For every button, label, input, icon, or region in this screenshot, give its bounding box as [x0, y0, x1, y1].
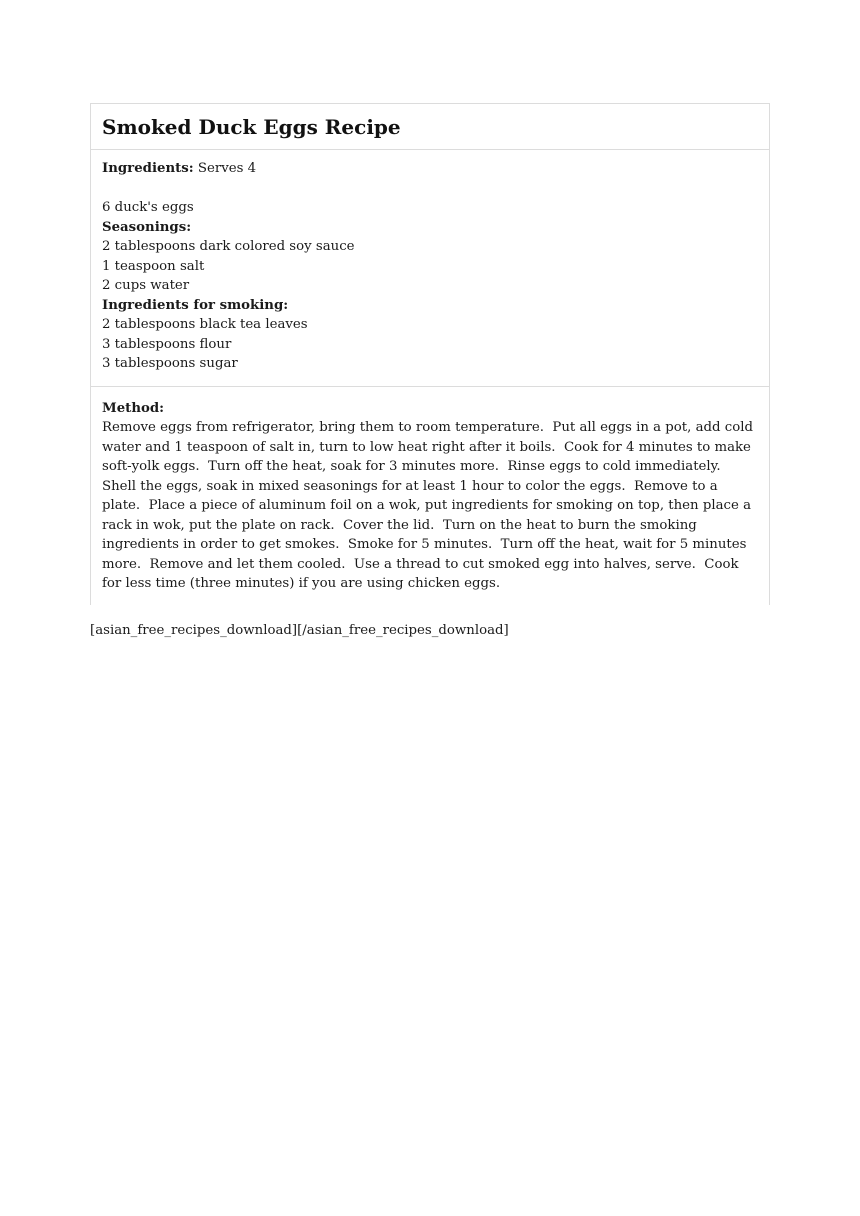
main-ingredient: 6 duck's eggs — [102, 200, 194, 215]
seasonings-heading: Seasonings: — [102, 219, 192, 235]
seasoning-item: 2 tablespoons dark colored soy sauce — [102, 239, 355, 254]
recipe-title: Smoked Duck Eggs Recipe — [102, 115, 401, 139]
title-section — [91, 104, 769, 150]
smoking-heading: Ingredients for smoking: — [102, 297, 289, 313]
method-text: Remove eggs from refrigerator, bring them to room temperature. Put all eggs in a pot, add cold water and 1 teaspoon of salt in, turn to low heat right after it boils. Cook for 4 minutes to make soft-yolk eggs. Turn off the heat, soak for 3 minutes more. Rinse eggs to cold immediately. Shell the eggs, soak in mixed seasonings for at least 1 hour to color the eggs. Remove to a plate. Place a piece of aluminum foil on a wok, put ingredients for smoking on top, then place a rack in wok, put the plate on rack. Cover the lid. Turn on the heat to burn the smoking ingredients in order to get smokes. Smoke for 5 minutes. Turn off the heat, wait for 5 minutes more. Remove and let them cooled. Use a thread to cut smoked egg into halves, serve. Cook for less time (three minutes) if you are using chicken eggs. — [102, 420, 758, 591]
method-label: Method: — [102, 400, 165, 416]
method-section — [91, 387, 769, 605]
smoking-ingredient-item: 3 tablespoons sugar — [102, 356, 238, 371]
serves-text: Serves 4 — [197, 161, 257, 176]
ingredients-label: Ingredients: — [102, 161, 194, 176]
spacer — [102, 179, 758, 199]
ingredients-header-line — [102, 159, 758, 179]
smoking-ingredient-item: 3 tablespoons flour — [102, 336, 232, 352]
seasoning-item: 1 teaspoon salt — [102, 258, 205, 274]
ingredients-section — [91, 150, 769, 387]
seasoning-item: 2 cups water — [102, 278, 190, 293]
smoking-ingredient-item: 2 tablespoons black tea leaves — [102, 317, 308, 332]
download-shortcode: [asian_free_recipes_download][/asian_free_recipes_download] — [90, 623, 509, 638]
recipe-card — [90, 103, 770, 605]
